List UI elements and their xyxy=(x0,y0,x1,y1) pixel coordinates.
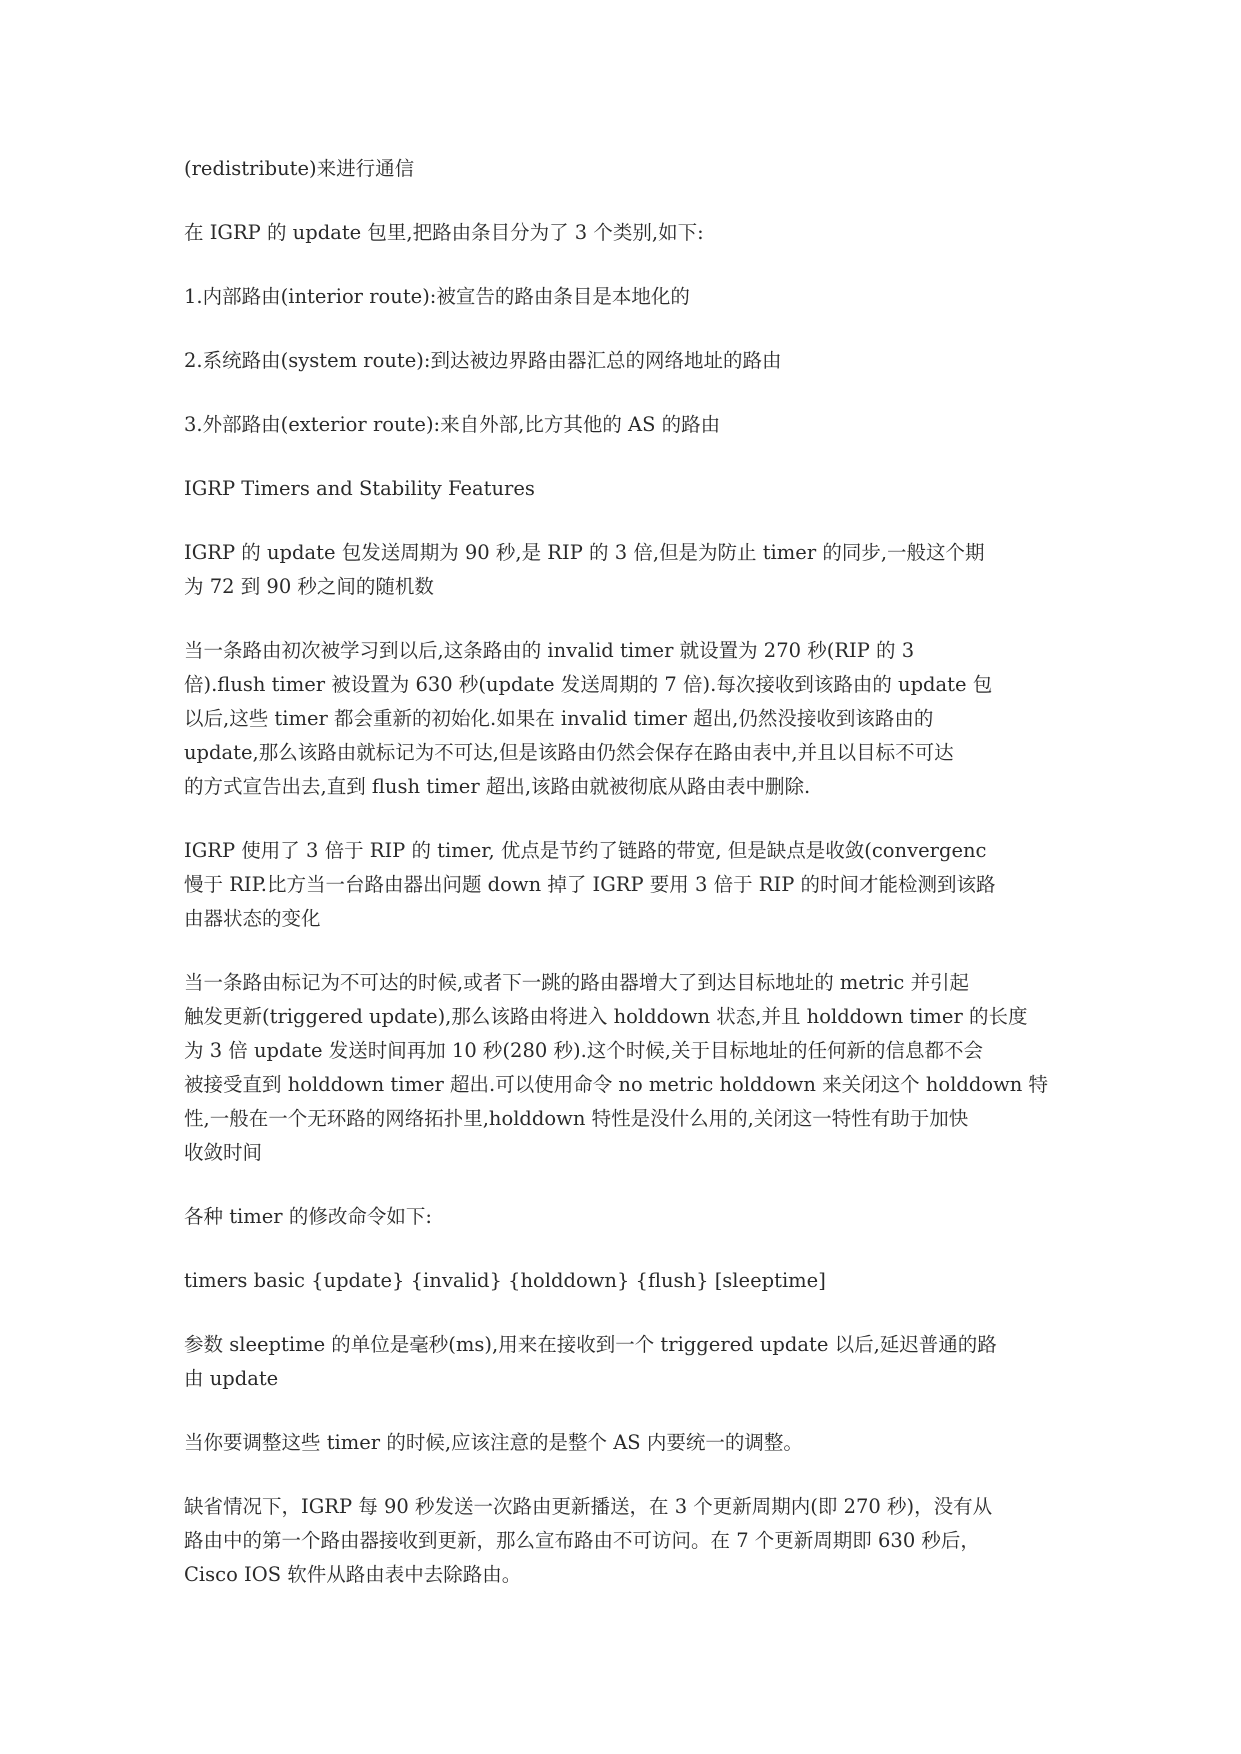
paragraph xyxy=(184,834,1066,936)
paragraph xyxy=(184,408,1066,442)
text-line: 各种 timer 的修改命令如下: xyxy=(184,1205,432,1228)
text-line: 当你要调整这些 timer 的时候,应该注意的是整个 AS 内要统一的调整。 xyxy=(184,1431,803,1454)
text-line: 收敛时间 xyxy=(184,1141,263,1164)
paragraph xyxy=(184,280,1066,314)
text-line: 性,一般在一个无环路的网络拓扑里,holddown 特性是没什么用的,关闭这一特性有助于加快 xyxy=(184,1107,969,1130)
text-line: 触发更新(triggered update),那么该路由将进入 holddown 状态,并且 holddown timer 的长度 xyxy=(184,1005,1028,1028)
document-body xyxy=(184,152,1066,1622)
text-line: 倍).flush timer 被设置为 630 秒(update 发送周期的 7 倍).每次接收到该路由的 update 包 xyxy=(184,673,993,696)
paragraph xyxy=(184,344,1066,378)
text-line: 2.系统路由(system route):到达被边界路由器汇总的网络地址的路由 xyxy=(184,349,782,372)
text-line: 由 update xyxy=(184,1367,279,1390)
paragraph xyxy=(184,634,1066,804)
text-line: 慢于 RIP.比方当一台路由器出问题 down 掉了 IGRP 要用 3 倍于 RIP 的时间才能检测到该路 xyxy=(184,873,996,896)
paragraph xyxy=(184,1264,1066,1298)
text-line: 参数 sleeptime 的单位是毫秒(ms),用来在接收到一个 triggered update 以后,延迟普通的路 xyxy=(184,1333,997,1356)
paragraph xyxy=(184,1490,1066,1592)
text-line: 3.外部路由(exterior route):来自外部,比方其他的 AS 的路由 xyxy=(184,413,721,436)
paragraph xyxy=(184,472,1066,506)
text-line: 以后,这些 timer 都会重新的初始化.如果在 invalid timer 超出,仍然没接收到该路由的 xyxy=(184,707,934,730)
text-line: 路由中的第一个路由器接收到更新，那么宣布路由不可访问。在 7 个更新周期即 630 秒后， xyxy=(184,1529,980,1552)
text-line: 为 3 倍 update 发送时间再加 10 秒(280 秒).这个时候,关于目标地址的任何新的信息都不会 xyxy=(184,1039,983,1062)
text-line: (redistribute)来进行通信 xyxy=(184,157,415,180)
text-line: 缺省情况下，IGRP 每 90 秒发送一次路由更新播送，在 3 个更新周期内(即 270 秒)，没有从 xyxy=(184,1495,993,1518)
text-line: 被接受直到 holddown timer 超出.可以使用命令 no metric holddown 来关闭这个 holddown 特 xyxy=(184,1073,1049,1096)
text-line: 的方式宣告出去,直到 flush timer 超出,该路由就被彻底从路由表中删除. xyxy=(184,775,811,798)
text-line: timers basic {update} {invalid} {holddown} {flush} [sleeptime] xyxy=(184,1269,826,1292)
text-line: IGRP 使用了 3 倍于 RIP 的 timer, 优点是节约了链路的带宽, 但是缺点是收敛(convergenc xyxy=(184,839,987,862)
text-line: 由器状态的变化 xyxy=(184,907,321,930)
paragraph xyxy=(184,1200,1066,1234)
text-line: IGRP 的 update 包发送周期为 90 秒,是 RIP 的 3 倍,但是为防止 timer 的同步,一般这个期 xyxy=(184,541,985,564)
text-line: 在 IGRP 的 update 包里,把路由条目分为了 3 个类别,如下: xyxy=(184,221,704,244)
paragraph xyxy=(184,216,1066,250)
paragraph xyxy=(184,536,1066,604)
text-line: 1.内部路由(interior route):被宣告的路由条目是本地化的 xyxy=(184,285,690,308)
paragraph xyxy=(184,966,1066,1170)
text-line: 当一条路由初次被学习到以后,这条路由的 invalid timer 就设置为 270 秒(RIP 的 3 xyxy=(184,639,915,662)
paragraph xyxy=(184,152,1066,186)
text-line: 当一条路由标记为不可达的时候,或者下一跳的路由器增大了到达目标地址的 metric 并引起 xyxy=(184,971,969,994)
paragraph xyxy=(184,1426,1066,1460)
text-line: update,那么该路由就标记为不可达,但是该路由仍然会保存在路由表中,并且以目标不可达 xyxy=(184,741,954,764)
text-line: 为 72 到 90 秒之间的随机数 xyxy=(184,575,434,598)
text-line: Cisco IOS 软件从路由表中去除路由。 xyxy=(184,1563,522,1586)
text-line: IGRP Timers and Stability Features xyxy=(184,477,535,500)
paragraph xyxy=(184,1328,1066,1396)
